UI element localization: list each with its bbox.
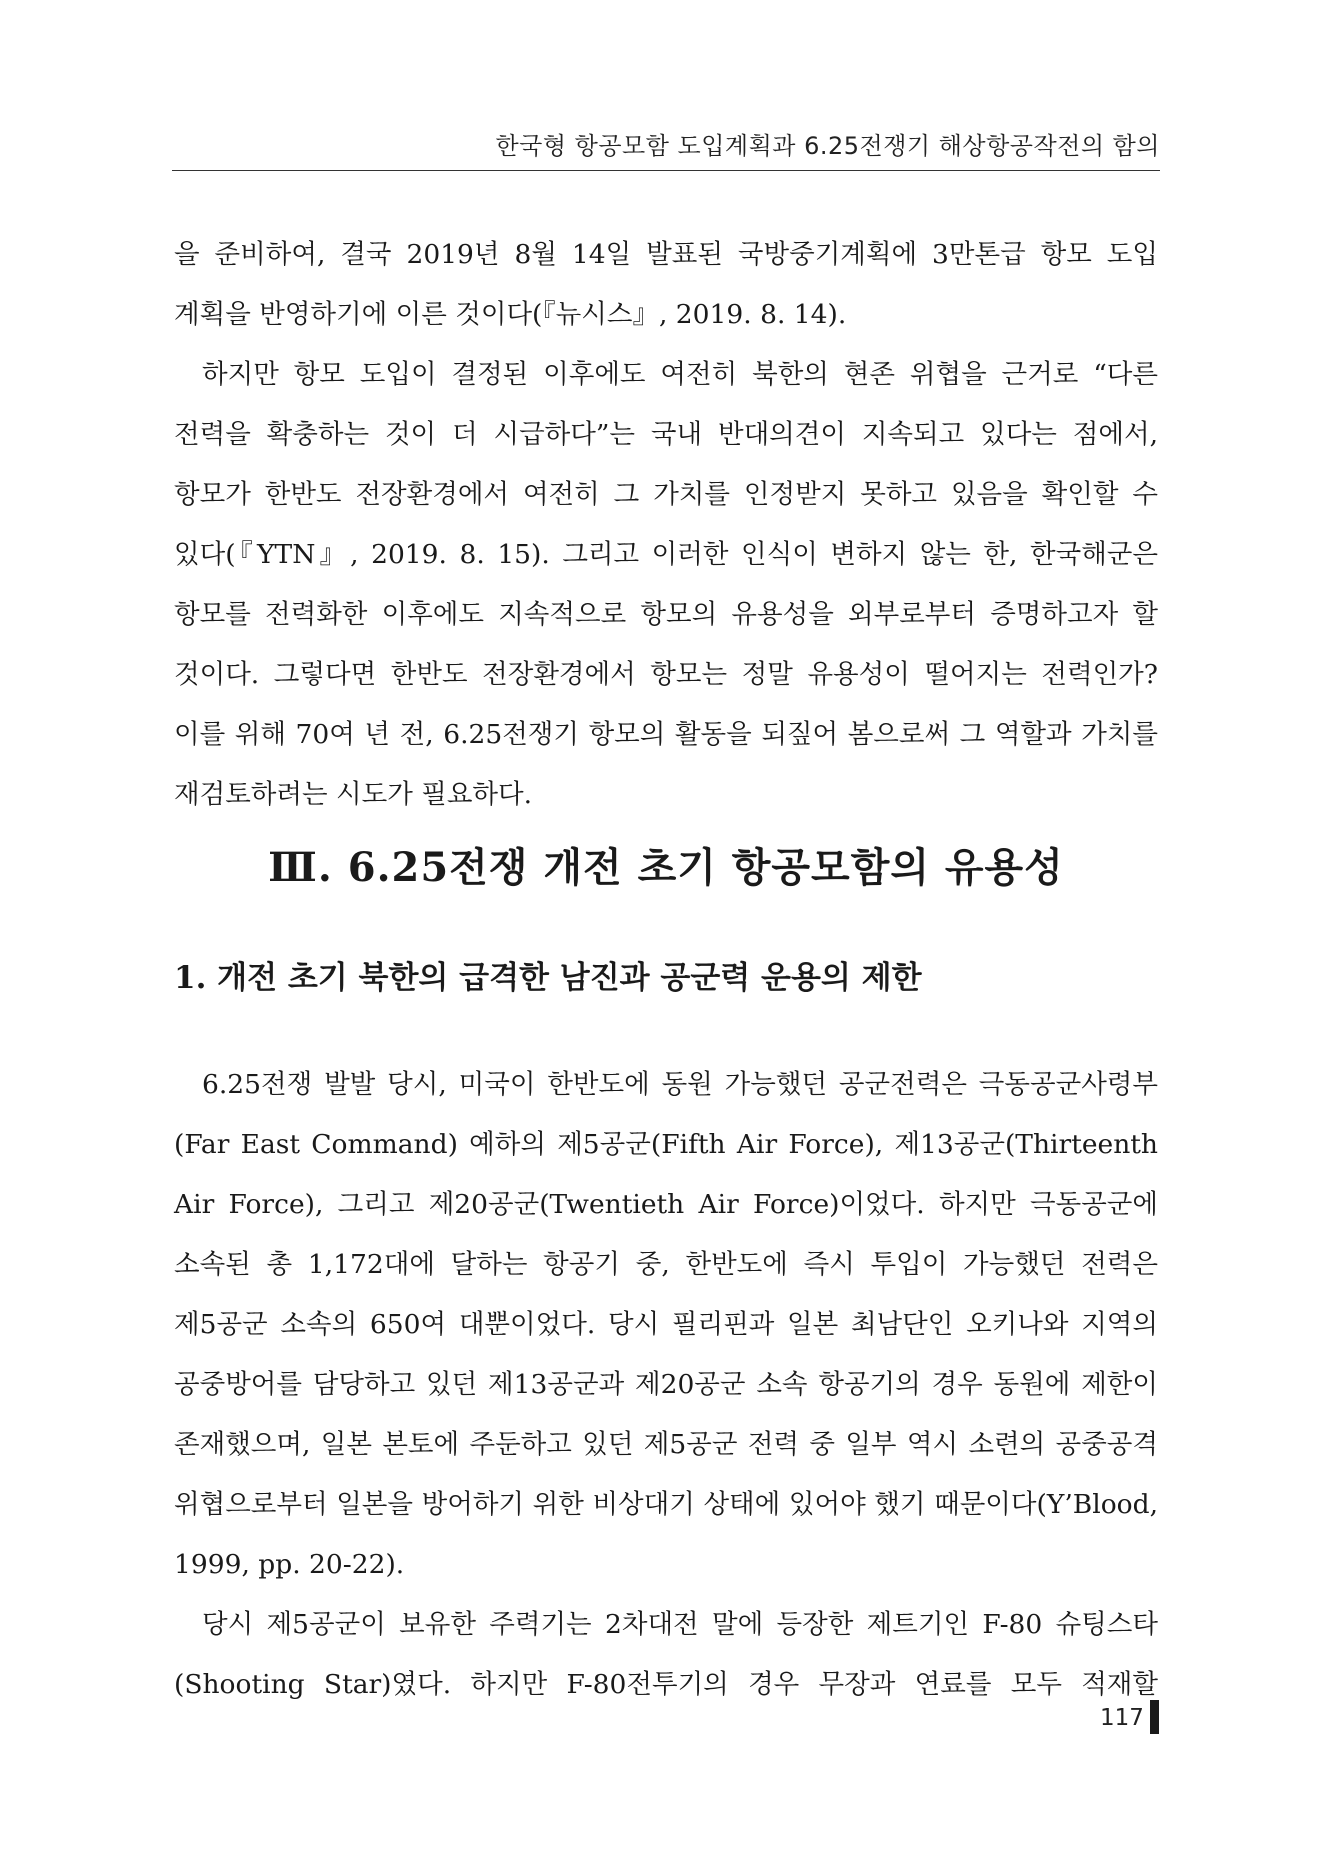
- running-header: 한국형 항공모함 도입계획과 6.25전쟁기 해상항공작전의 함의: [495, 132, 1160, 160]
- paragraph-1: 을 준비하여, 결국 2019년 8월 14일 발표된 국방중기계획에 3만톤급 항모 도입 계획을 반영하기에 이른 것이다(『뉴시스』, 2019. 8. 14).: [174, 239, 1158, 330]
- subsection-title: 1. 개전 초기 북한의 급격한 남진과 공군력 운용의 제한: [174, 960, 922, 996]
- header-rule: [172, 170, 1160, 171]
- page-number: 117: [1100, 1705, 1144, 1731]
- page-number-bar: [1150, 1700, 1159, 1734]
- paragraph-4: 당시 제5공군이 보유한 주력기는 2차대전 말에 등장한 제트기인 F-80 슈팅스타(Shooting Star)였다. 하지만 F-80전투기의 경우 무장과 연료를 모두 적재할: [174, 1609, 1158, 1700]
- section-title: Ⅲ. 6.25전쟁 개전 초기 항공모함의 유용성: [268, 844, 1064, 891]
- paragraph-2: 하지만 항모 도입이 결정된 이후에도 여전히 북한의 현존 위협을 근거로 “다른 전력을 확충하는 것이 더 시급하다”는 국내 반대의견이 지속되고 있다는 점에서, 항모가 한반도 전장환경에서 여전히 그 가치를 인정받지 못하고 있음을 확인할 수 있다(『YTN』, 2019. 8. 15). 그리고 이러한 인식이 변하지 않는 한, 한국해군은 항모를 전력화한 이후에도 지속적으로 항모의 유용성을 외부로부터 증명하고자 할 것이다. 그렇다면 한반도 전장환경에서 항모는 정말 유용성이 떨어지는 전력인가? 이를 위해 70여 년 전, 6.25전쟁기 항모의 활동을 되짚어 봄으로써 그 역할과 가치를 재검토하려는 시도가 필요하다.: [174, 359, 1158, 810]
- paragraph-3: 6.25전쟁 발발 당시, 미국이 한반도에 동원 가능했던 공군전력은 극동공군사령부(Far East Command) 예하의 제5공군(Fifth Air Force), 제13공군(Thirteenth Air Force), 그리고 제20공군(Twentieth Air Force)이었다. 하지만 극동공군에 소속된 총 1,172대에 달하는 항공기 중, 한반도에 즉시 투입이 가능했던 전력은 제5공군 소속의 650여 대뿐이었다. 당시 필리핀과 일본 최남단인 오키나와 지역의 공중방어를 담당하고 있던 제13공군과 제20공군 소속 항공기의 경우 동원에 제한이 존재했으며, 일본 본토에 주둔하고 있던 제5공군 전력 중 일부 역시 소련의 공중공격 위협으로부터 일본을 방어하기 위한 비상대기 상태에 있어야 했기 때문이다(Y’Blood, 1999, pp. 20-22).: [174, 1069, 1158, 1580]
